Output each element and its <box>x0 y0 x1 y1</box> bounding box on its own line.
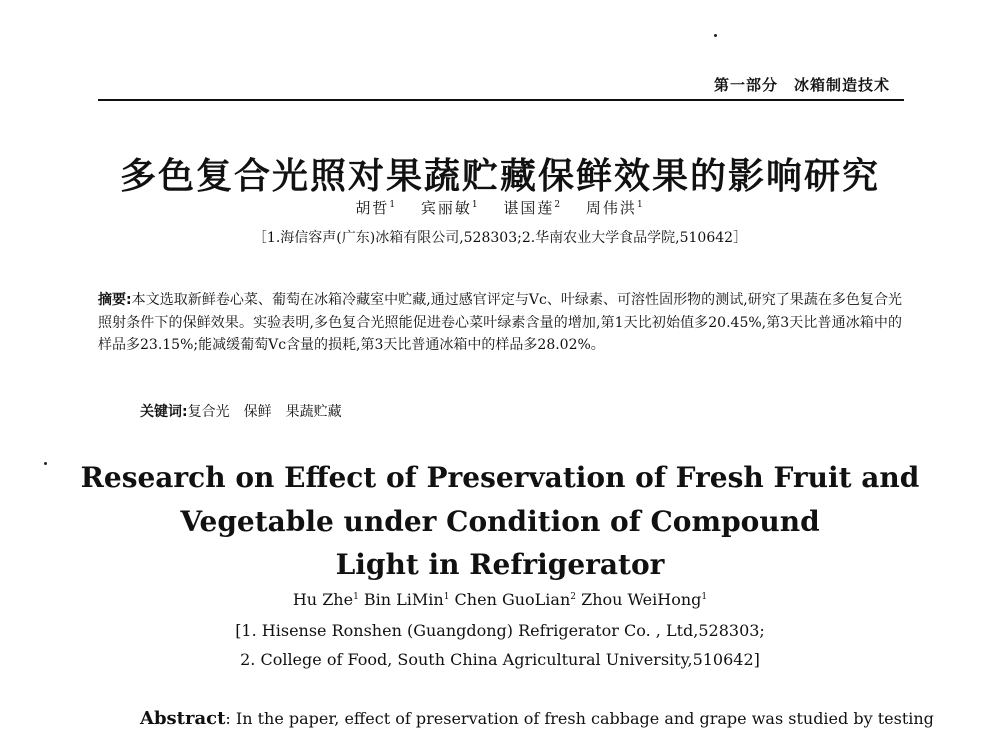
author-affiliation-mark: 1 <box>353 592 359 602</box>
author-name: 周伟洪 <box>585 199 637 217</box>
scan-speck <box>714 34 717 37</box>
author-affiliation-mark: 1 <box>701 592 708 602</box>
abstract-label: 摘要: <box>98 292 132 308</box>
english-affiliation-line: [1. Hisense Ronshen (Guangdong) Refrigerator Co. , Ltd,528303; <box>235 621 765 640</box>
author-affiliation-mark: 1 <box>443 592 450 602</box>
author-name: Chen GuoLian <box>454 590 571 609</box>
abstract-text: 本文选取新鲜卷心菜、葡萄在冰箱冷藏室中贮藏,通过感官评定与Vc、叶绿素、可溶性固形物的测试,研究了果蔬在多色复合光照射条件下的保鲜效果。实验表明,多色复合光照能促进卷心菜叶绿素含量的增加,第1天比初始值多20.45%,第3天比普通冰箱中的样品多23.15%;能减缓葡萄Vc含量的损耗,第3天比普通冰箱中的样品多28.02%。 <box>98 292 902 353</box>
author-affiliation-mark: 2 <box>554 200 563 210</box>
author-affiliation-mark: 1 <box>471 200 480 210</box>
keywords-label: 关键词: <box>140 404 188 420</box>
chinese-authors <box>0 197 1000 218</box>
section-header: 第一部分 冰箱制造技术 <box>713 76 890 94</box>
english-title-line: Light in Refrigerator <box>335 548 665 581</box>
author-name: Hu Zhe <box>292 590 354 609</box>
author-name: 谌国莲 <box>503 199 555 217</box>
chinese-abstract <box>98 289 902 357</box>
author-affiliation-mark: 2 <box>570 592 576 602</box>
author-affiliation-mark: 1 <box>389 200 398 210</box>
chinese-title: 多色复合光照对果蔬贮藏保鲜效果的影响研究 <box>119 155 880 197</box>
author-name: 宾丽敏 <box>420 199 472 217</box>
chinese-affiliation: ［1.海信容声(广东)冰箱有限公司,528303;2.华南农业大学食品学院,510642］ <box>252 230 748 246</box>
abstract-label: Abstract <box>140 708 226 729</box>
chinese-keywords <box>140 401 944 424</box>
abstract-text: : In the paper, effect of preservation of fresh cabbage and grape was studied by testing <box>225 709 934 728</box>
english-title-line: Vegetable under Condition of Compound <box>180 505 820 538</box>
english-title-line: Research on Effect of Preservation of Fresh Fruit and <box>80 461 920 494</box>
author-name: Zhou WeiHong <box>581 590 702 609</box>
author-name: Bin LiMin <box>363 590 444 609</box>
header-rule <box>98 99 904 101</box>
keywords-text: 复合光 保鲜 果蔬贮藏 <box>187 404 342 420</box>
english-affiliation-line: 2. College of Food, South China Agricultural University,510642] <box>240 650 760 669</box>
author-affiliation-mark: 1 <box>636 200 645 210</box>
author-name: 胡哲 <box>355 199 390 217</box>
english-authors <box>0 590 1000 609</box>
